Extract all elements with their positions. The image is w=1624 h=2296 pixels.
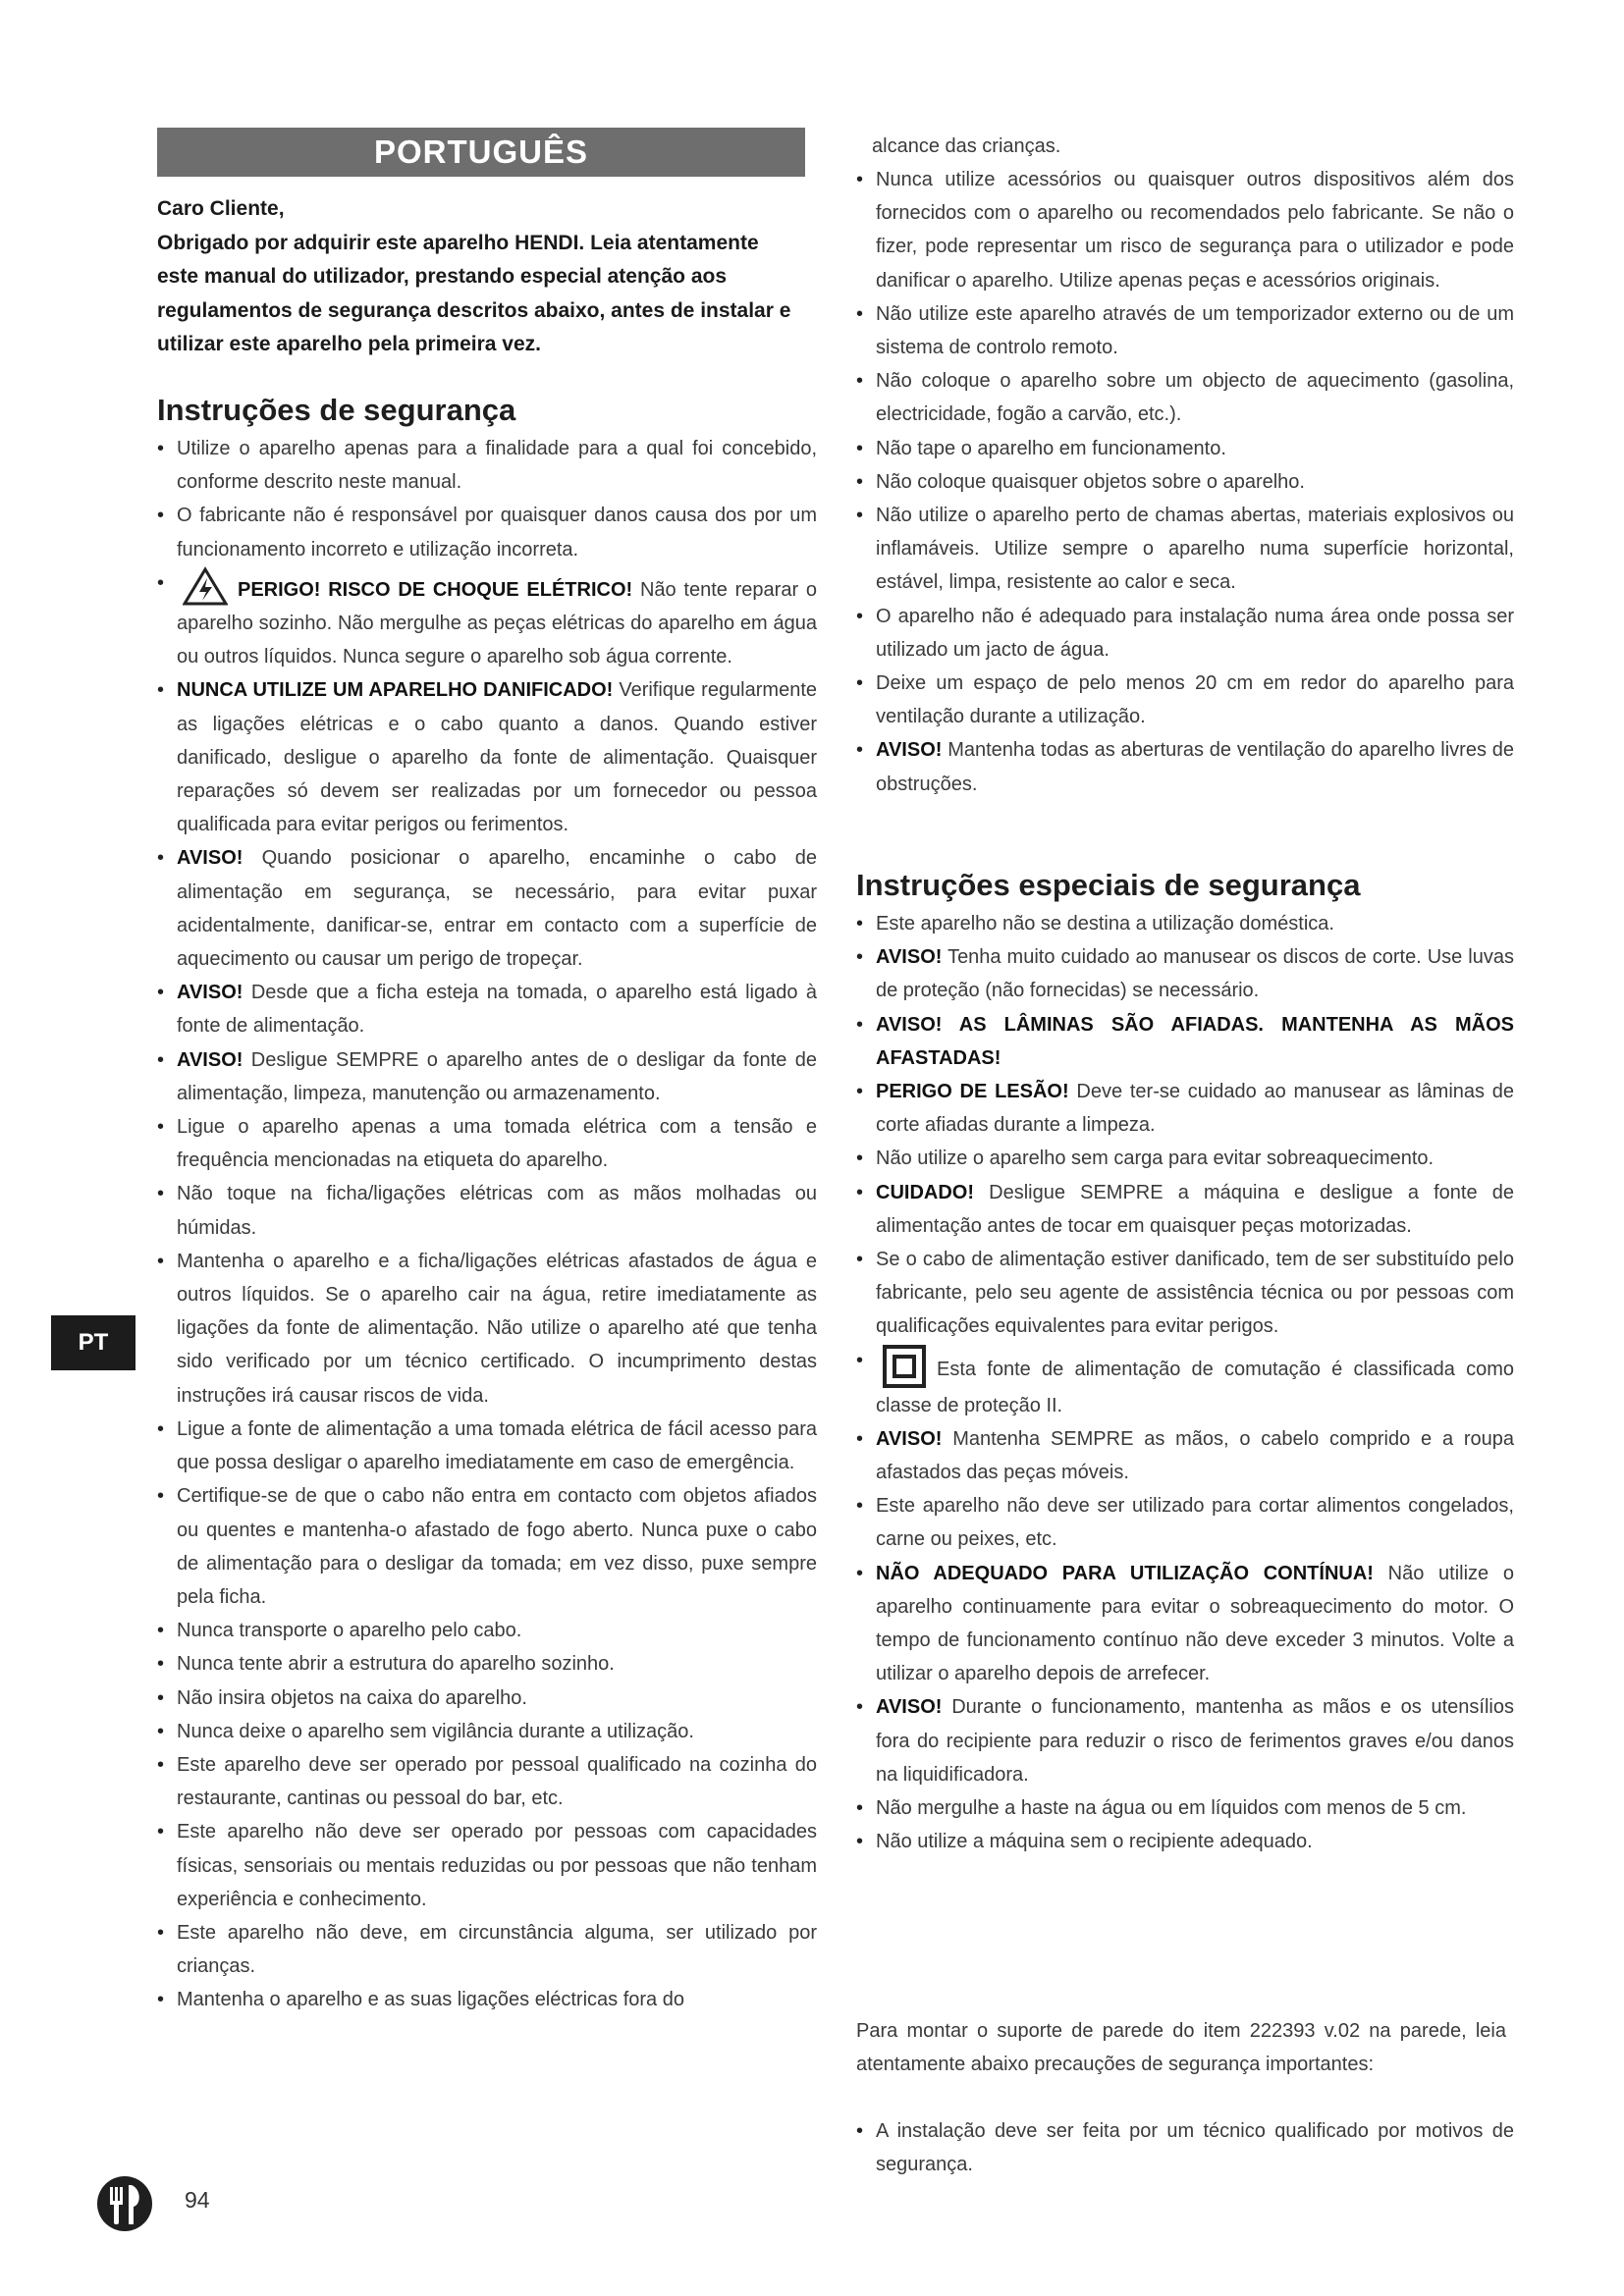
item-text: Deve ter-se cuidado ao manusear as lâminas de corte afiadas durante a limpeza. [876, 1081, 1515, 1137]
list-item [856, 1243, 1514, 1344]
item-text: Este aparelho não se destina a utilização doméstica. [876, 913, 1334, 934]
list-item [856, 1142, 1514, 1175]
item-text: Não utilize a máquina sem o recipiente adequado. [876, 1831, 1313, 1853]
intro-block [157, 192, 805, 362]
list-item [157, 1177, 817, 1244]
item-text: Não utilize o aparelho continuamente para evitar o sobreaquecimento do motor. O tempo de funcionamento contínuo não deve exceder 3 minutos. Volte a utilizar o aparelho depois de arrefecer. [876, 1562, 1515, 1685]
greeting: Caro Cliente, [157, 197, 285, 220]
list-item [157, 1815, 817, 1916]
list-item [157, 1043, 817, 1110]
list-item [856, 1008, 1514, 1075]
list-item [856, 600, 1514, 667]
warning-label: AVISO! [177, 1048, 244, 1071]
list-item [157, 673, 817, 841]
list-item [856, 1176, 1514, 1243]
item-text: Não utilize o aparelho perto de chamas abertas, materiais explosivos ou inflamáveis. Utilize sempre o aparelho numa superfície horizontal, estável, limpa, resistente ao calor e seca. [876, 505, 1514, 594]
item-text: Não tente reparar o aparelho sozinho. Não mergulhe as peças elétricas do aparelho em água ou outros líquidos. Nunca segure o aparelho sob água corrente. [177, 578, 818, 668]
item-text: Não toque na ficha/ligações elétricas com as mãos molhadas ou húmidas. [177, 1183, 817, 1239]
list-item [157, 1748, 817, 1815]
list-item [856, 499, 1514, 600]
item-text: Deixe um espaço de pelo menos 20 cm em redor do aparelho para ventilação durante a utilização. [876, 672, 1514, 728]
item-text: Nunca deixe o aparelho sem vigilância durante a utilização. [177, 1720, 694, 1742]
list-item [157, 1245, 817, 1413]
language-side-tab: PT [51, 1315, 135, 1370]
item-text: Nunca transporte o aparelho pelo cabo. [177, 1620, 522, 1642]
list-item [856, 1690, 1514, 1791]
section-title-special-safety: Instruções especiais de segurança [856, 868, 1361, 902]
warning-label: AVISO! [876, 946, 943, 969]
item-text: Este aparelho não deve, em circunstância alguma, ser utilizado por crianças. [177, 1921, 817, 1978]
item-text: Não coloque quaisquer objetos sobre o aparelho. [876, 470, 1305, 493]
item-text: Certifique-se de que o cabo não entra em contacto com objetos afiados ou quentes e mantenha-o afastado de fogo aberto. Nunca puxe o cabo de alimentação para o desligar da tomada; em vez disso, puxe sempre pela ficha. [177, 1485, 817, 1608]
item-text: Esta fonte de alimentação de comutação é classificada como classe de proteção II. [876, 1358, 1514, 1416]
item-text: Desligue SEMPRE o aparelho antes de o desligar da fonte de alimentação, limpeza, manutenção ou armazenamento. [177, 1048, 818, 1104]
item-text: A instalação deve ser feita por um técnico qualificado por motivos de segurança. [876, 2120, 1514, 2176]
wall-mount-intro: Para montar o suporte de parede do item 222393 v.02 na parede, leia atentamente abaixo precauções de segurança importantes: [856, 2020, 1506, 2076]
list-item [856, 1344, 1514, 1422]
warning-label: AVISO! [177, 982, 244, 1004]
list-item [856, 1791, 1514, 1825]
hendi-cutlery-logo-icon [96, 2175, 153, 2232]
safety-list-continued [856, 163, 1514, 801]
list-item [856, 1489, 1514, 1556]
item-text: Quando posicionar o aparelho, encaminhe o cabo de alimentação em segurança, se necessário, para evitar puxar acidentalmente, danificar-se, entrar em contacto com a superfície de aquecimento ou causar um perigo de tropeçar. [177, 847, 817, 971]
list-item [157, 1479, 817, 1614]
item-text: Não utilize este aparelho através de um temporizador externo ou de um sistema de controlo remoto. [876, 302, 1514, 359]
warning-label: NÃO ADEQUADO PARA UTILIZAÇÃO CONTÍNUA! [876, 1562, 1374, 1584]
item-text: Este aparelho não deve ser operado por pessoas com capacidades físicas, sensoriais ou mentais reduzidas ou por pessoas que não tenham experiência e conhecimento. [177, 1821, 817, 1910]
item-text: O aparelho não é adequado para instalação numa área onde possa ser utilizado um jacto de água. [876, 605, 1514, 661]
list-item [856, 2114, 1514, 2181]
list-item [157, 841, 817, 976]
item-text: Mantenha o aparelho e a ficha/ligações elétricas afastados de água e outros líquidos. Se o aparelho cair na água, retire imediatamente as ligações da fonte de alimentação. Não utilize o aparelho até que tenha sido verificado por um técnico certificado. O incumprimento destas instruções irá causar riscos de vida. [177, 1250, 817, 1407]
list-item [856, 297, 1514, 364]
list-item [856, 1422, 1514, 1489]
item-text: Nunca tente abrir a estrutura do aparelho sozinho. [177, 1653, 615, 1676]
item-text: Ligue a fonte de alimentação a uma tomada elétrica de fácil acesso para que possa desligar o aparelho imediatamente em caso de emergência. [177, 1417, 817, 1474]
list-item [157, 1647, 817, 1681]
section-title-safety: Instruções de segurança [157, 393, 516, 427]
list-item [856, 432, 1514, 465]
item-text: Durante o funcionamento, mantenha as mãos e os utensílios fora do recipiente para reduzir o risco de ferimentos graves e/ou danos na liquidificadora. [876, 1696, 1514, 1786]
item-text: Tenha muito cuidado ao manusear os discos de corte. Use luvas de proteção (não fornecidas) se necessário. [876, 946, 1514, 1002]
warning-label: CUIDADO! [876, 1181, 974, 1203]
item-text: Verifique regularmente as ligações elétricas e o cabo quanto a danos. Quando estiver danificado, desligue o aparelho da fonte de alimentação. Quaisquer reparações só devem ser realizadas por um fornecedor ou pessoa qualificada para evitar perigos ou ferimentos. [177, 679, 817, 836]
page-number: 94 [185, 2187, 210, 2213]
warning-label: PERIGO! RISCO DE CHOQUE ELÉTRICO! [238, 578, 633, 601]
warning-label: AVISO! AS LÂMINAS SÃO AFIADAS. MANTENHA AS MÃOS AFASTADAS! [876, 1013, 1514, 1069]
list-item [157, 432, 817, 499]
item-text: Nunca utilize acessórios ou quaisquer outros dispositivos além dos fornecidos com o aparelho ou recomendados pelo fabricante. Se não o fizer, pode representar um risco de segurança para o utilizador e pode danificar o aparelho. Utilize apenas peças e acessórios originais. [876, 169, 1514, 292]
list-item [157, 1715, 817, 1748]
item-text: Desde que a ficha esteja na tomada, o aparelho está ligado à fonte de alimentação. [177, 982, 817, 1038]
item-text: O fabricante não é responsável por quaisquer danos causa dos por um funcionamento incorreto e utilização incorreta. [177, 505, 817, 561]
item-text: Não coloque o aparelho sobre um objecto de aquecimento (gasolina, electricidade, fogão a carvão, etc.). [876, 370, 1514, 426]
item-text: Não tape o aparelho em funcionamento. [876, 437, 1226, 459]
warning-label: PERIGO DE LESÃO! [876, 1081, 1069, 1103]
item-text: Este aparelho deve ser operado por pessoal qualificado na cozinha do restaurante, cantinas ou pessoal do bar, etc. [177, 1753, 817, 1810]
item-text: Mantenha o aparelho e as suas ligações eléctricas fora do [177, 1989, 684, 2011]
item-text: Não mergulhe a haste na água ou em líquidos com menos de 5 cm. [876, 1797, 1467, 1820]
item-text: Utilize o aparelho apenas para a finalidade para a qual foi concebido, conforme descrito neste manual. [177, 438, 817, 494]
item-text: Não utilize o aparelho sem carga para evitar sobreaquecimento. [876, 1148, 1435, 1170]
list-item [157, 1916, 817, 1983]
list-item [856, 1557, 1514, 1691]
list-item [856, 667, 1514, 733]
list-item [856, 940, 1514, 1007]
list-item [157, 976, 817, 1042]
safety-list [157, 432, 817, 2017]
list-item [856, 733, 1514, 800]
list-item [157, 1983, 817, 2016]
list-item [157, 566, 817, 674]
warning-label: AVISO! [177, 847, 244, 870]
list-item [157, 1110, 817, 1177]
intro-text: Obrigado por adquirir este aparelho HENDI. Leia atentamente este manual do utilizador, prestando especial atenção aos regulamentos de segurança descritos abaixo, antes de instalar e utilizar este aparelho pela primeira vez. [157, 231, 791, 355]
special-safety-list [856, 907, 1514, 1858]
list-item [856, 364, 1514, 431]
wall-mount-list [856, 2114, 1514, 2181]
item-text: Mantenha SEMPRE as mãos, o cabelo comprido e a roupa afastados das peças móveis. [876, 1427, 1514, 1484]
list-item [157, 1413, 817, 1479]
item-text: Ligue o aparelho apenas a uma tomada elétrica com a tensão e frequência mencionadas na etiqueta do aparelho. [177, 1116, 817, 1172]
warning-label: NUNCA UTILIZE UM APARELHO DANIFICADO! [177, 679, 614, 702]
warning-label: AVISO! [876, 739, 943, 762]
list-item [157, 499, 817, 565]
protection-class-ii-icon [882, 1344, 927, 1389]
list-item [856, 1075, 1514, 1142]
electric-shock-warning-icon [183, 566, 228, 606]
item-text: Não insira objetos na caixa do aparelho. [177, 1686, 527, 1709]
list-item [856, 163, 1514, 297]
list-item [157, 1682, 817, 1715]
language-banner: PORTUGUÊS [157, 128, 805, 177]
item-text: Se o cabo de alimentação estiver danificado, tem de ser substituído pelo fabricante, pelo seu agente de assistência técnica ou por pessoas com qualificações equivalentes para evitar perigos. [876, 1249, 1514, 1338]
continuation-text: alcance das crianças. [872, 135, 1061, 157]
list-item [856, 465, 1514, 499]
item-text: Desligue SEMPRE a máquina e desligue a fonte de alimentação antes de tocar em quaisquer peças motorizadas. [876, 1181, 1514, 1237]
list-item [856, 1825, 1514, 1858]
warning-label: AVISO! [876, 1427, 943, 1450]
list-item [856, 907, 1514, 940]
list-item [157, 1614, 817, 1647]
item-text: Este aparelho não deve ser utilizado para cortar alimentos congelados, carne ou peixes, etc. [876, 1495, 1514, 1551]
warning-label: AVISO! [876, 1696, 943, 1719]
item-text: Mantenha todas as aberturas de ventilação do aparelho livres de obstruções. [876, 739, 1514, 795]
